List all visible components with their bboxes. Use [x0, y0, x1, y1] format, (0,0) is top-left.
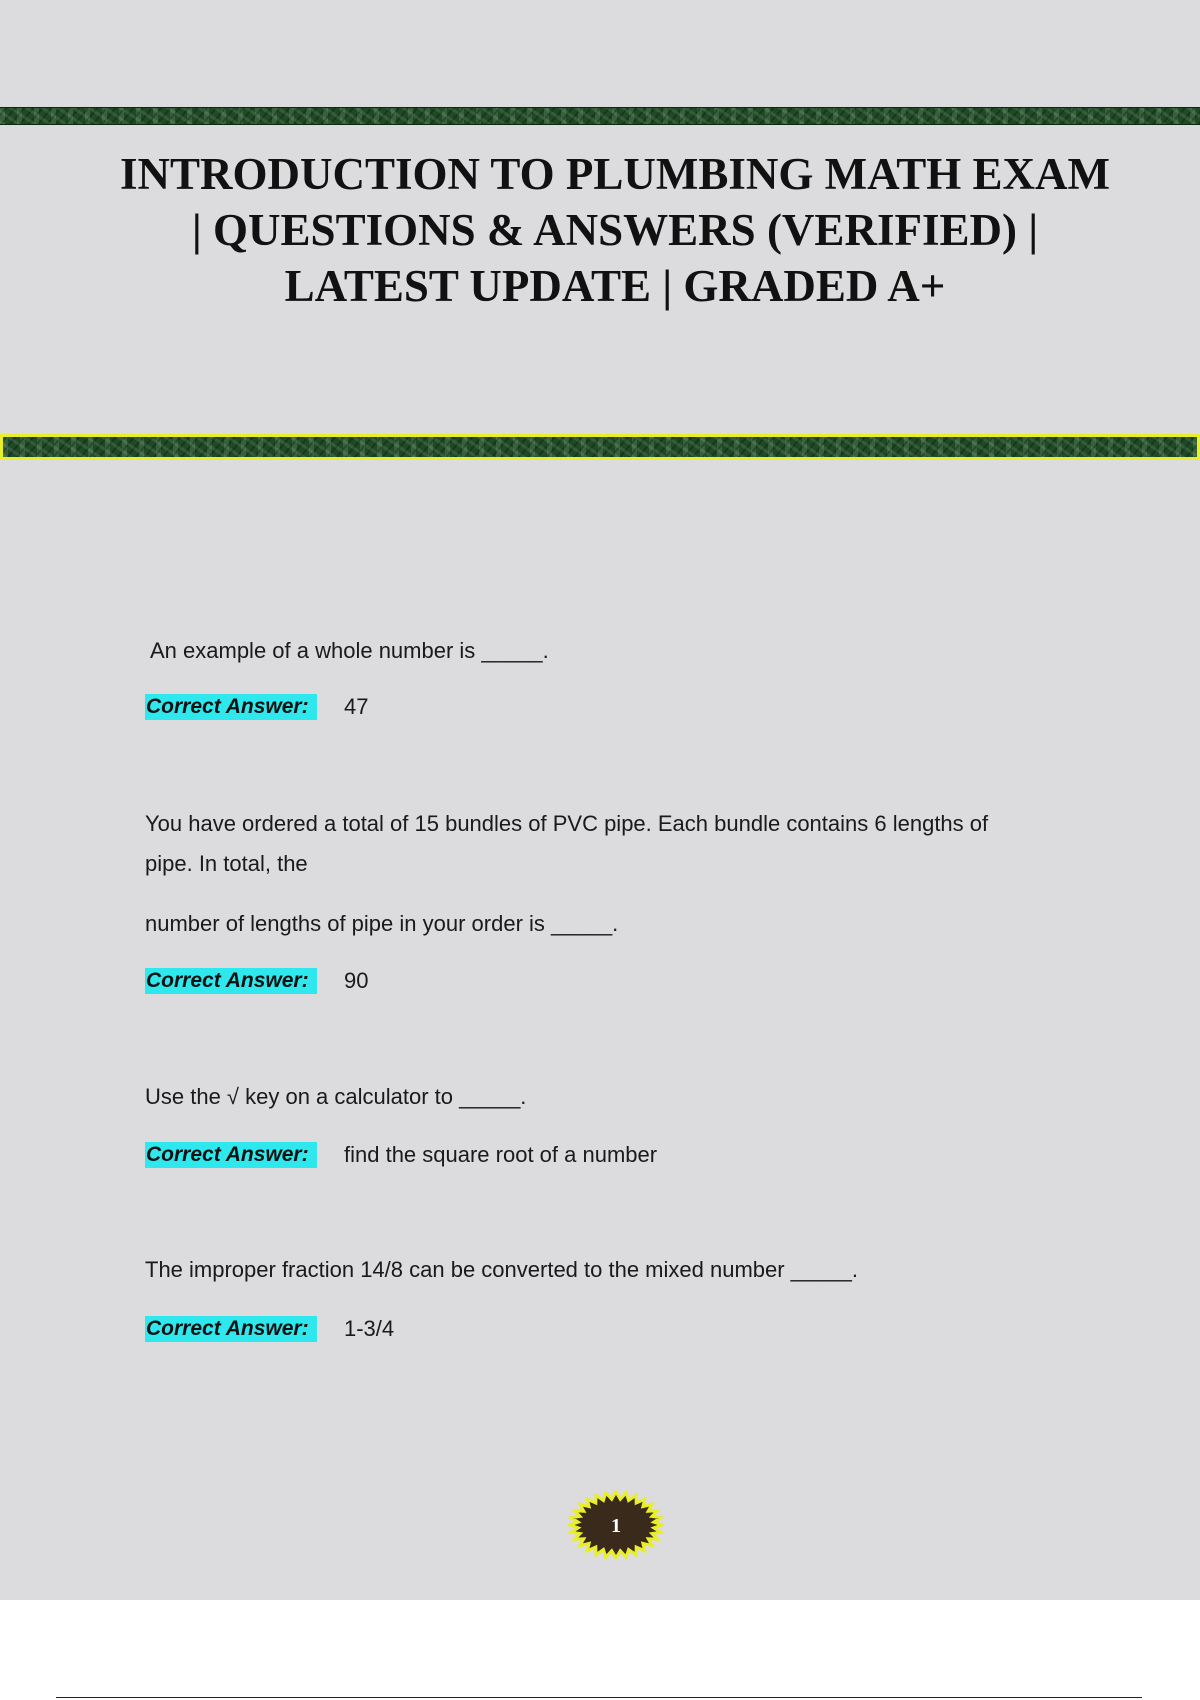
correct-answer-label: Correct Answer:	[145, 968, 317, 994]
footer-rule	[56, 1697, 1142, 1698]
decorative-band-top	[0, 107, 1200, 125]
question-text: You have ordered a total of 15 bundles of PVC pipe. Each bundle contains 6 lengths of	[145, 811, 989, 836]
answer-value: 90	[344, 968, 369, 993]
decorative-band-middle	[3, 437, 1197, 457]
page-number-badge	[568, 1490, 664, 1560]
question-text: Use the √ key on a calculator to _____.	[145, 1084, 527, 1109]
question-text: number of lengths of pipe in your order is _____.	[145, 911, 619, 936]
qa-item-4	[145, 1250, 1105, 1290]
correct-answer-label: Correct Answer:	[145, 1142, 317, 1168]
correct-answer-label: Correct Answer:	[145, 694, 317, 720]
question-text: An example of a whole number is _____.	[150, 638, 549, 663]
page-number: 1	[611, 1515, 621, 1537]
answer-value: 47	[344, 694, 369, 719]
answer-value: find the square root of a number	[344, 1142, 658, 1167]
qa-item-1	[150, 631, 1110, 671]
question-text: pipe. In total, the	[145, 851, 308, 876]
answer-row-4	[145, 1314, 1105, 1344]
answer-value: 1-3/4	[344, 1316, 395, 1341]
answer-row-3	[145, 1140, 1105, 1170]
qa-item-2-continued	[145, 904, 1105, 944]
answer-row-2	[145, 966, 1105, 996]
answer-row-1	[145, 692, 1105, 722]
question-text: The improper fraction 14/8 can be converted to the mixed number _____.	[145, 1257, 858, 1282]
qa-item-2	[145, 804, 1105, 884]
correct-answer-label: Correct Answer:	[145, 1316, 317, 1342]
qa-item-3	[145, 1077, 1105, 1117]
document-title: INTRODUCTION TO PLUMBING MATH EXAM | QUESTIONS & ANSWERS (VERIFIED) | LATEST UPDATE | GRADED A+	[119, 149, 1111, 311]
